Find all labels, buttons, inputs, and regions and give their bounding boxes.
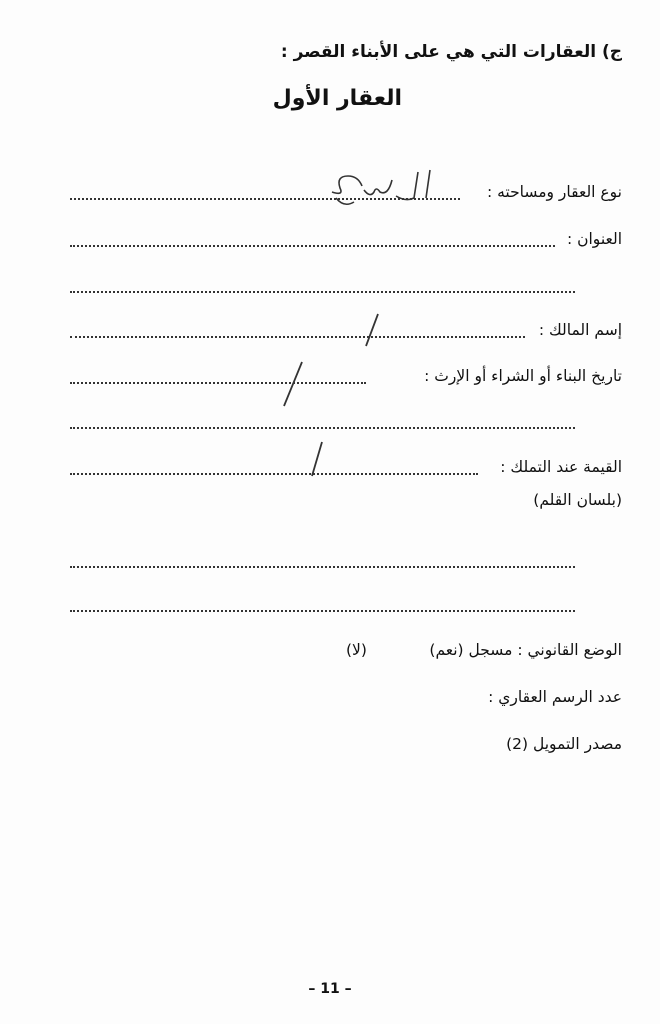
property-title: العقار الأول: [272, 86, 402, 111]
owner-name-label: إسم المالك :: [538, 321, 622, 339]
section-heading: ج) العقارات التي هي على الأبناء القصر :: [280, 42, 622, 62]
funding-source-label: مصدر التمويل (2): [506, 735, 622, 753]
address-fill-line-2: [70, 291, 575, 293]
value-fill-line: [70, 473, 478, 475]
handwritten-slash-owner: [362, 312, 382, 348]
address-label: العنوان :: [566, 230, 622, 248]
acquisition-date-fill-line-1: [70, 382, 366, 384]
handwritten-slash-date: [278, 360, 308, 408]
acquisition-date-fill-line-2: [70, 427, 575, 429]
handwritten-slash-value: [304, 440, 328, 480]
value-words-fill-line-2: [70, 610, 575, 612]
legal-status-option-no: (لا): [346, 641, 367, 659]
value-in-words-note: (بلسان القلم): [533, 491, 622, 509]
value-label: القيمة عند التملك :: [500, 458, 622, 476]
address-fill-line-1: [70, 245, 555, 247]
acquisition-date-label: تاريخ البناء أو الشراء أو الإرث :: [424, 367, 622, 385]
value-words-fill-line-1: [70, 566, 575, 568]
handwritten-none-annotation: [318, 162, 468, 212]
title-deed-number-label: عدد الرسم العقاري :: [488, 688, 622, 706]
legal-status-label: الوضع القانوني : مسجل (نعم): [429, 641, 622, 659]
page-number: – 11 –: [308, 981, 352, 997]
owner-name-fill-line: [70, 336, 525, 338]
property-type-label: نوع العقار ومساحته :: [486, 183, 622, 201]
